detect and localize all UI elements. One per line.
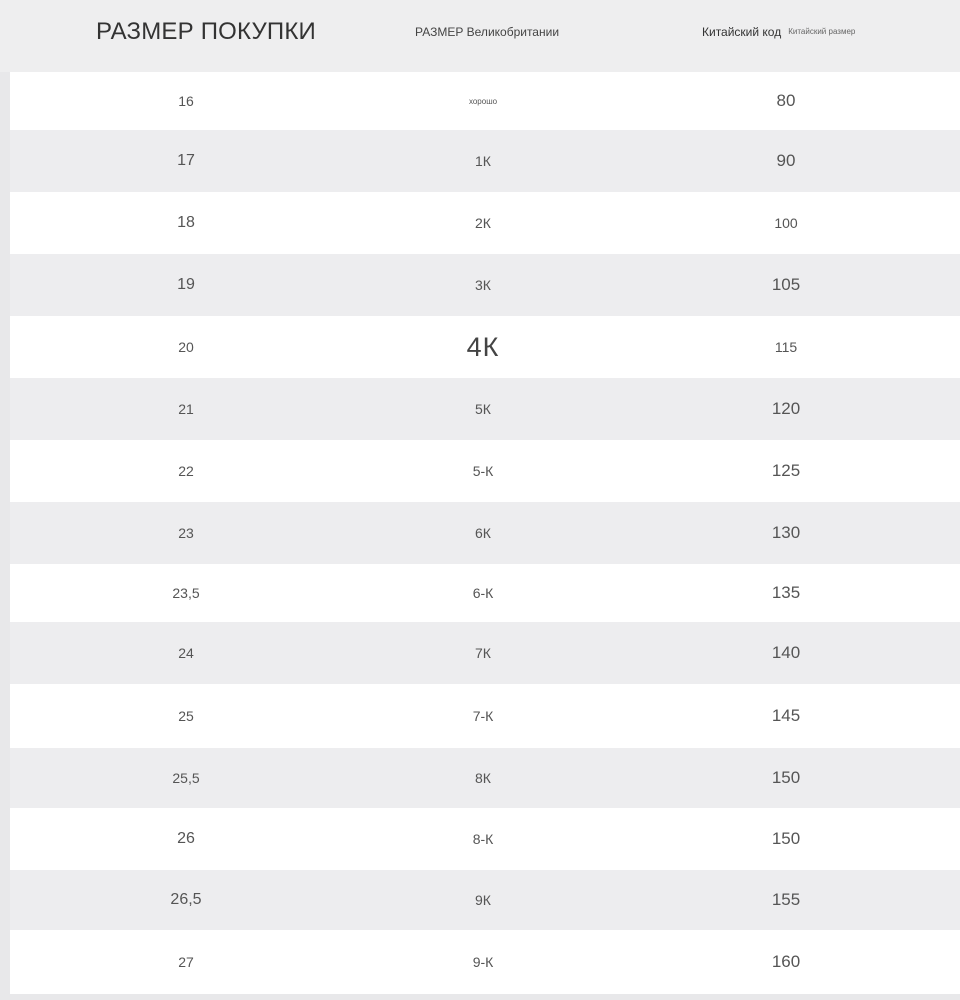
china-code-cell: 120: [771, 399, 801, 418]
uk-size-cell: 9-К: [472, 954, 494, 970]
china-code-cell: 150: [771, 829, 801, 848]
purchase-size-cell: 17: [177, 152, 195, 169]
china-code-cell: 155: [771, 890, 801, 909]
purchase-size-cell: 16: [178, 93, 194, 109]
purchase-size-cell: 23: [178, 525, 194, 541]
table-row: [10, 502, 960, 564]
uk-size-cell: 8-К: [472, 831, 494, 847]
table-row: [10, 870, 960, 930]
uk-size-cell: 7-К: [472, 708, 494, 724]
header-china-code: [702, 0, 855, 64]
table-row: [10, 378, 960, 440]
china-code-cell: 105: [771, 275, 801, 294]
table-bottom-border: [10, 994, 960, 1000]
china-code-cell: 135: [771, 583, 801, 602]
purchase-size-cell: 22: [178, 463, 194, 479]
china-code-cell: 140: [771, 643, 801, 662]
uk-size-cell: 8К: [475, 770, 491, 786]
purchase-size-cell: 18: [177, 214, 195, 231]
table-body: [10, 72, 960, 994]
uk-size-cell: 1К: [475, 153, 491, 169]
uk-size-cell: 2К: [475, 215, 491, 231]
uk-size-cell: 4К: [466, 331, 500, 362]
table-row: [10, 622, 960, 684]
table-row: [10, 684, 960, 748]
table-row: [10, 254, 960, 316]
purchase-size-cell: 26,5: [170, 891, 202, 908]
table-row: [10, 316, 960, 378]
purchase-size-cell: 23,5: [172, 585, 200, 601]
uk-size-cell: 7К: [475, 645, 491, 661]
purchase-size-cell: 24: [178, 645, 194, 661]
purchase-size-cell: 26: [177, 830, 195, 847]
purchase-size-cell: 27: [178, 954, 194, 970]
uk-size-cell: 5-К: [472, 463, 494, 479]
purchase-size-cell: 19: [177, 276, 195, 293]
uk-size-cell: 6К: [475, 525, 491, 541]
uk-size-cell: 9К: [475, 892, 491, 908]
table-row: [10, 192, 960, 254]
china-code-cell: 125: [771, 461, 801, 480]
purchase-size-cell: 21: [178, 401, 194, 417]
table-row: [10, 564, 960, 622]
uk-size-cell: 3К: [475, 277, 491, 293]
table-row: [10, 440, 960, 502]
purchase-size-cell: 25: [178, 708, 194, 724]
china-code-cell: 130: [771, 523, 801, 542]
purchase-size-cell: 25,5: [172, 770, 200, 786]
uk-size-cell: хорошо: [468, 96, 498, 106]
purchase-size-cell: 20: [178, 339, 194, 355]
uk-size-cell: 5К: [475, 401, 491, 417]
china-code-cell: 150: [771, 768, 801, 787]
china-code-cell: 160: [771, 952, 801, 971]
header-china-size-label: Китайский размер: [788, 26, 856, 36]
china-code-cell: 90: [776, 151, 796, 170]
china-code-cell: 115: [774, 339, 798, 355]
china-code-cell: 100: [774, 215, 798, 231]
table-row: [10, 930, 960, 994]
table-header: [0, 0, 960, 72]
table-row: [10, 130, 960, 192]
header-purchase-size: РАЗМЕР ПОКУПКИ: [96, 18, 317, 45]
uk-size-cell: 6-К: [472, 585, 494, 601]
header-china-code-label: Китайский код: [702, 25, 782, 39]
header-uk-size: РАЗМЕР Великобритании: [415, 25, 560, 39]
table-row: [10, 748, 960, 808]
china-code-cell: 80: [776, 91, 796, 110]
table-row: [10, 72, 960, 130]
china-code-cell: 145: [771, 706, 801, 725]
table-row: [10, 808, 960, 870]
